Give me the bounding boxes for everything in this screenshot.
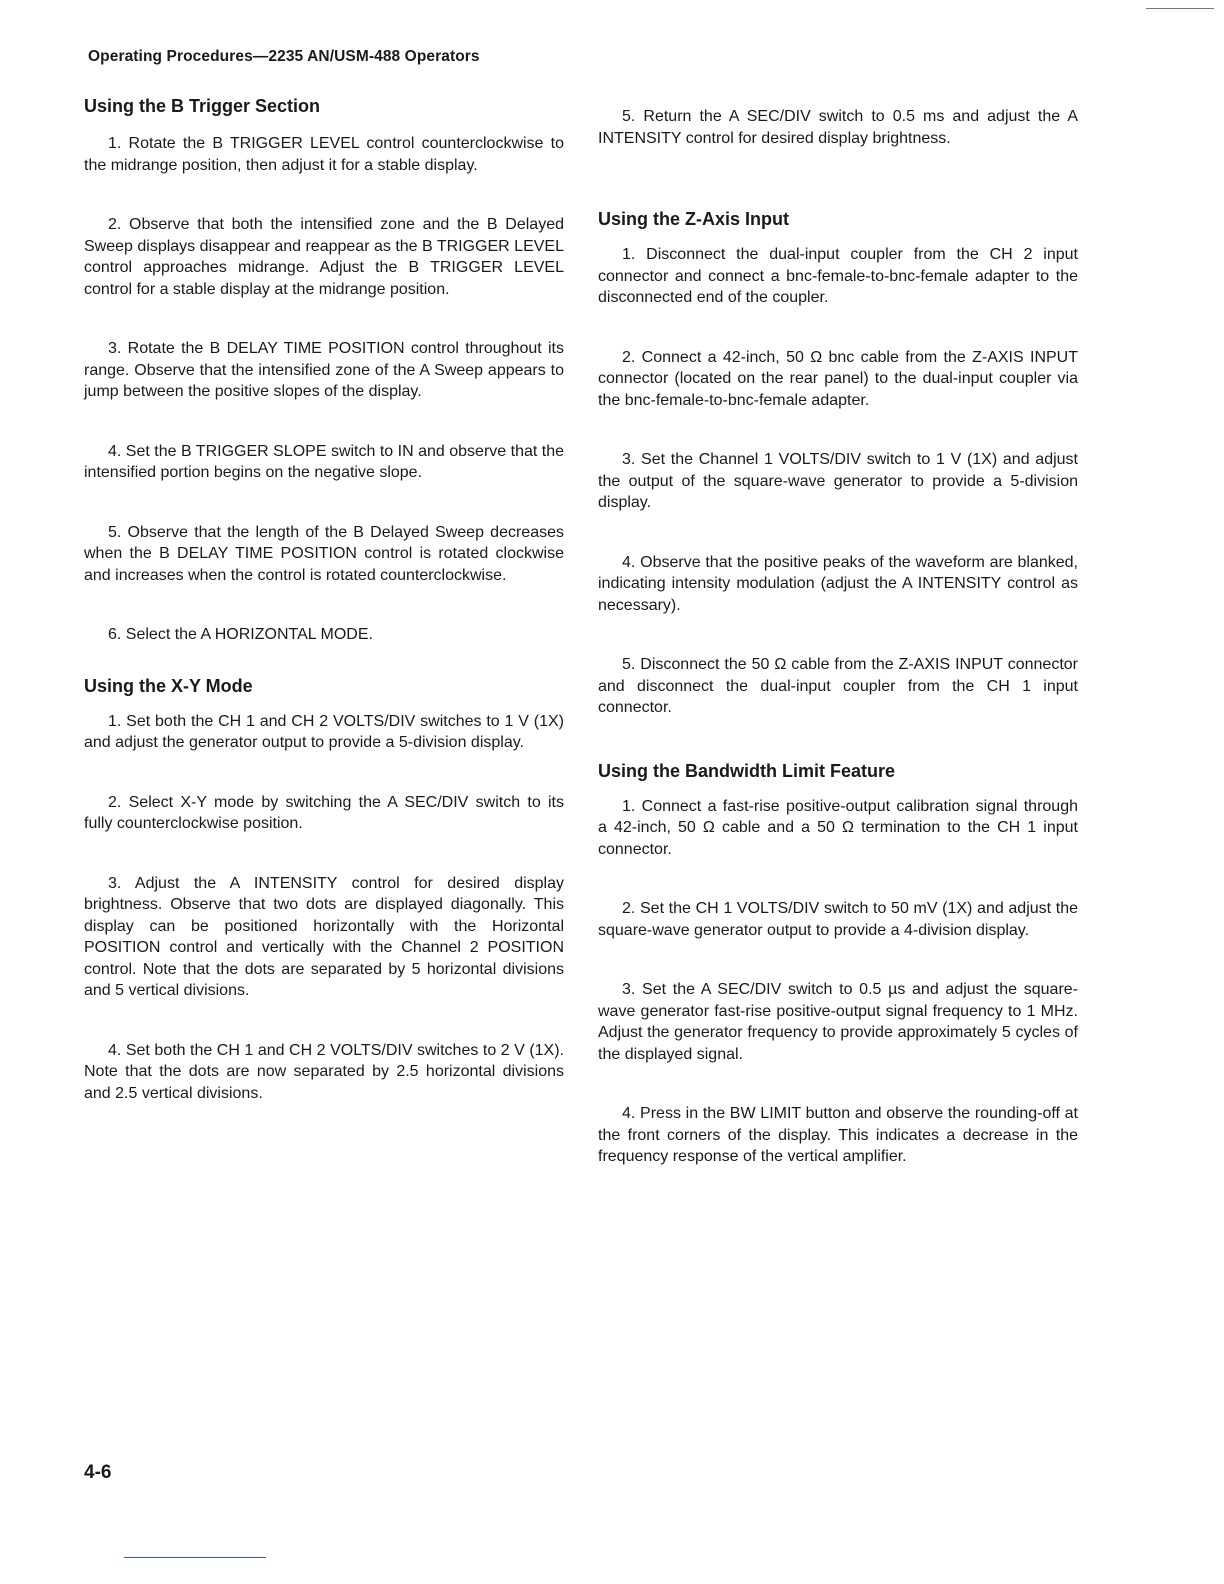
b-trigger-step-5: 5. Observe that the length of the B Delayed Sweep decreases when the B DELAY TIME POSITION control is rotated clockwise and increases when the control is rotated counterclockwise.	[84, 523, 564, 584]
top-rule	[1146, 8, 1214, 9]
b-trigger-step-6: 6. Select the A HORIZONTAL MODE.	[108, 626, 373, 643]
z-axis-step-1: 1. Disconnect the dual-input coupler from the CH 2 input connector and connect a bnc-female-to-bnc-female adapter to the disconnected end of the coupler.	[598, 246, 1078, 306]
b-trigger-step-2: 2. Observe that both the intensified zone and the B Delayed Sweep displays disappear and reappear as the B TRIGGER LEVEL control approaches midrange. Adjust the B TRIGGER LEVEL control for a stable display at the midrange position.	[84, 216, 564, 298]
bandwidth-step-1: 1. Connect a fast-rise positive-output calibration signal through a 42-inch, 50 Ω cable and a 50 Ω termination to the CH 1 input connector.	[598, 797, 1078, 858]
bandwidth-step-3: 3. Set the A SEC/DIV switch to 0.5 µs and adjust the square-wave generator fast-rise positive-output signal frequency to 1 MHz. Adjust the generator frequency to provide approximately 5 cycles of the displayed signal.	[598, 981, 1078, 1063]
section-heading-z-axis: Using the Z-Axis Input	[598, 209, 789, 229]
z-axis-step-5: 5. Disconnect the 50 Ω cable from the Z-AXIS INPUT connector and disconnect the dual-input coupler from the CH 1 input connector.	[598, 656, 1078, 716]
bottom-link-rule	[124, 1557, 266, 1558]
z-axis-step-3: 3. Set the Channel 1 VOLTS/DIV switch to 1 V (1X) and adjust the output of the square-wave generator to provide a 5-division display.	[598, 451, 1078, 511]
xy-mode-step-2: 2. Select X-Y mode by switching the A SEC/DIV switch to its fully counterclockwise position.	[84, 793, 564, 832]
b-trigger-step-3: 3. Rotate the B DELAY TIME POSITION control throughout its range. Observe that the intensified zone of the A Sweep appears to jump between the positive slopes of the display.	[84, 340, 564, 400]
running-header: Operating Procedures—2235 AN/USM-488 Operators	[88, 48, 480, 65]
right-column	[598, 96, 1078, 1168]
b-trigger-step-1: 1. Rotate the B TRIGGER LEVEL control counterclockwise to the midrange position, then adjust it for a stable display.	[84, 135, 564, 174]
section-heading-xy-mode: Using the X-Y Mode	[84, 675, 253, 696]
section-heading-bandwidth-limit: Using the Bandwidth Limit Feature	[598, 760, 896, 781]
page-number: 4-6	[84, 1462, 112, 1483]
left-column	[84, 96, 564, 1104]
b-trigger-step-4: 4. Set the B TRIGGER SLOPE switch to IN and observe that the intensified portion begins on the negative slope.	[84, 442, 564, 481]
bandwidth-step-4: 4. Press in the BW LIMIT button and observe the rounding-off at the front corners of the display. This indicates a decrease in the frequency response of the vertical amplifier.	[598, 1105, 1078, 1165]
xy-mode-step-1: 1. Set both the CH 1 and CH 2 VOLTS/DIV switches to 1 V (1X) and adjust the generator output to provide a 5-division display.	[84, 712, 564, 751]
xy-mode-step-4: 4. Set both the CH 1 and CH 2 VOLTS/DIV switches to 2 V (1X). Note that the dots are now separated by 2.5 horizontal divisions and 2.5 vertical divisions.	[84, 1041, 564, 1102]
z-axis-step-4: 4. Observe that the positive peaks of the waveform are blanked, indicating intensity modulation (adjust the A INTENSITY control as necessary).	[598, 553, 1078, 614]
section-heading-b-trigger: Using the B Trigger Section	[84, 96, 321, 116]
z-axis-step-2: 2. Connect a 42-inch, 50 Ω bnc cable from the Z-AXIS INPUT connector (located on the rear panel) to the dual-input coupler via the bnc-female-to-bnc-female adapter.	[598, 348, 1078, 409]
b-trigger-step-5-continued: 5. Return the A SEC/DIV switch to 0.5 ms and adjust the A INTENSITY control for desired display brightness.	[598, 108, 1078, 147]
bandwidth-step-2: 2. Set the CH 1 VOLTS/DIV switch to 50 mV (1X) and adjust the square-wave generator output to provide a 4-division display.	[598, 900, 1078, 939]
xy-mode-step-3: 3. Adjust the A INTENSITY control for desired display brightness. Observe that two dots are displayed diagonally. This display can be positioned horizontally with the Horizontal POSITION control and vertically with the Channel 2 POSITION control. Note that the dots are separated by 5 horizontal divisions and 5 vertical divisions.	[84, 874, 564, 999]
